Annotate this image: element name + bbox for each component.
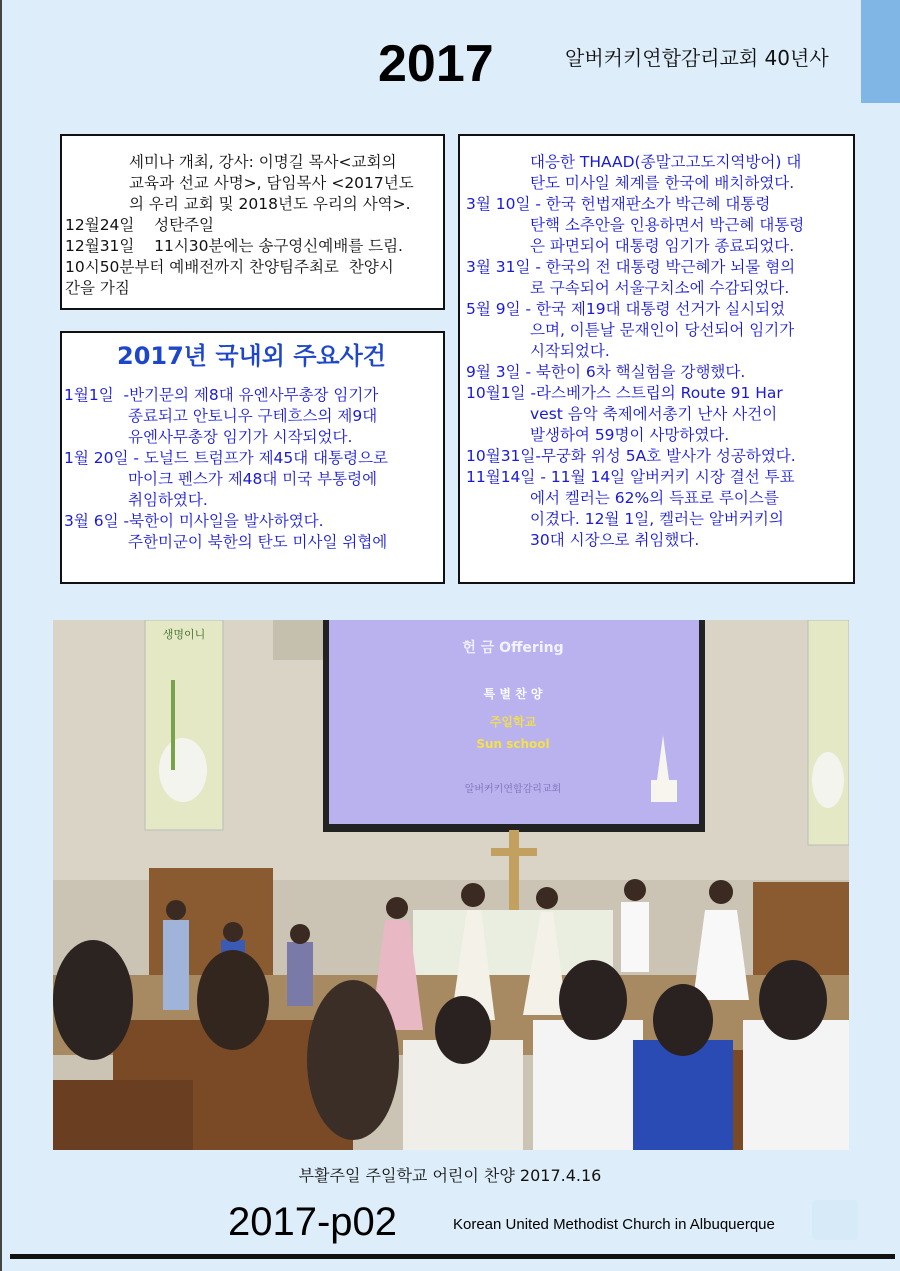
church-name: Korean United Methodist Church in Albuquerque	[453, 1216, 775, 1233]
event-line: 유엔사무총장 임기가 시작되었다.	[128, 428, 353, 446]
banner-left-text: 생명이니	[162, 628, 206, 641]
photo-illustration	[53, 620, 849, 1150]
page-number: 2017-p02	[228, 1200, 398, 1244]
event-line: 11월14일 - 11월 14일 알버커키 시장 결선 투표	[466, 468, 795, 486]
event-line: 9월 3일 - 북한이 6차 핵실험을 강행했다.	[466, 363, 746, 381]
events-box-left	[60, 331, 445, 584]
events-heading: 2017년 국내외 주요사건	[117, 342, 386, 370]
events-box-right	[458, 134, 855, 584]
event-line: 10월1일 -라스베가스 스트립의 Route 91 Har	[466, 384, 783, 402]
event-line: 취임하였다.	[128, 491, 208, 509]
seminar-text-box	[60, 134, 445, 310]
photo-caption: 부활주일 주일학교 어린이 찬양 2017.4.16	[298, 1166, 602, 1185]
text-line: 의 우리 교회 및 2018년도 우리의 사역>.	[129, 195, 411, 213]
event-line: 1월 20일 - 도널드 트럼프가 제45대 대통령으로	[64, 449, 389, 467]
event-line: 마이크 펜스가 제48대 미국 부통령에	[128, 470, 378, 488]
event-line: vest 음악 축제에서총기 난사 사건이	[530, 405, 778, 423]
event-line: 탄도 미사일 체계를 한국에 배치하였다.	[530, 174, 795, 192]
bottom-rule	[10, 1254, 895, 1259]
screen-subtitle: 특 별 찬 양	[483, 687, 543, 701]
screen-footer: 알버커키연합감리교회	[464, 784, 562, 795]
event-line: 10월31일-무궁화 위성 5A호 발사가 성공하였다.	[466, 447, 796, 465]
event-line: 30대 시장으로 취임했다.	[530, 531, 700, 549]
text-line: 간을 가짐	[65, 279, 130, 297]
event-line: 3월 31일 - 한국의 전 대통령 박근혜가 뇌물 혐의	[466, 258, 796, 276]
event-line: 에서 켈러는 62%의 득표로 루이스를	[530, 489, 779, 507]
event-line: 탄핵 소추안을 인용하면서 박근혜 대통령	[530, 216, 805, 234]
event-line: 은 파면되어 대통령 임기가 종료되었다.	[530, 237, 795, 255]
text-line: 12월24일 성탄주일	[65, 216, 214, 234]
event-line: 1월1일 -반기문의 제8대 유엔사무총장 임기가	[64, 386, 379, 404]
text-line: 교육과 선교 사명>, 담임목사 <2017년도	[129, 174, 414, 192]
text-line: 12월31일 11시30분에는 송구영신예배를 드림.	[65, 237, 403, 255]
event-line: 시작되었다.	[530, 342, 610, 360]
left-border-rule	[0, 0, 2, 1271]
corner-tab-bottom	[812, 1200, 858, 1240]
corner-tab	[861, 0, 900, 103]
event-line: 발생하여 59명이 사망하였다.	[530, 426, 730, 444]
book-title: 알버커키연합감리교회 40년사	[565, 46, 829, 70]
event-line: 주한미군이 북한의 탄도 미사일 위협에	[128, 533, 388, 551]
event-line: 3월 10일 - 한국 헌법재판소가 박근혜 대통령	[466, 195, 771, 213]
event-line: 대응한 THAAD(종말고고도지역방어) 대	[530, 153, 802, 171]
church-photo	[53, 620, 849, 1150]
text-line: 10시50분부터 예배전까지 찬양팀주최로 찬양시	[65, 258, 394, 276]
screen-line3: 주일학교	[489, 715, 537, 729]
event-line: 으며, 이튿날 문재인이 당선되어 임기가	[530, 321, 795, 339]
text-line: 세미나 개최, 강사: 이명길 목사<교회의	[129, 153, 397, 171]
event-line: 이겼다. 12월 1일, 켈러는 알버커키의	[530, 510, 784, 528]
event-line: 5월 9일 - 한국 제19대 대통령 선거가 실시되었	[466, 300, 786, 318]
year-title: 2017	[378, 35, 494, 93]
screen-line4: Sun school	[476, 737, 550, 751]
event-line: 3월 6일 -북한이 미사일을 발사하였다.	[64, 512, 324, 530]
event-line: 종료되고 안토니우 구테흐스의 제9대	[128, 407, 378, 425]
screen-title: 헌 금 Offering	[462, 640, 564, 656]
event-line: 로 구속되어 서울구치소에 수감되었다.	[530, 279, 790, 297]
